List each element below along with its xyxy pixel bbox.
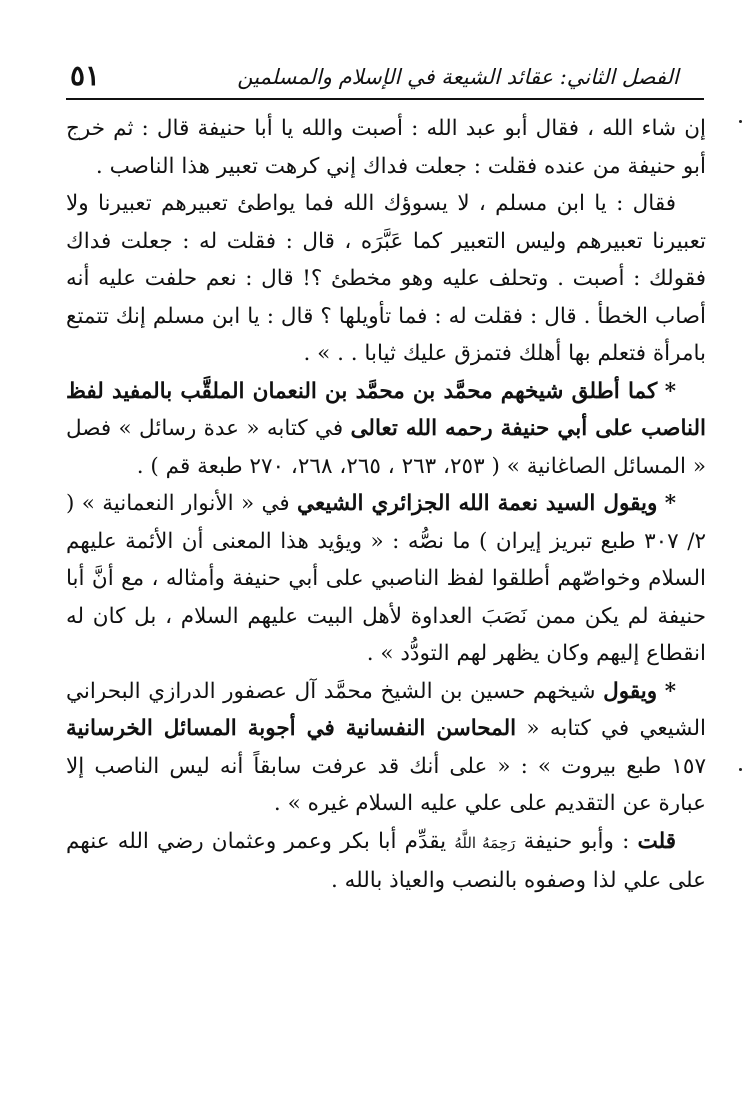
- paragraph-text: : وأبو حنيفة: [523, 828, 630, 854]
- paragraph-5: [66, 673, 706, 823]
- paragraph-text-continued: ١٥٧ طبع بيروت » : « على أنك قد عرفت سابقاً أنه ليس الناصب إلا عبارة عن التقديم على علي عليه السلام غيره » .: [66, 753, 706, 816]
- honorific-glyph: رَحِمَهُ اللَّهُ: [454, 833, 516, 852]
- paragraph-4: [66, 485, 706, 673]
- book-title-text: المحاسن النفسانية في أجوبة المسائل الخرسانية: [66, 716, 517, 741]
- bold-lead-text: كما أطلق شيخهم محمَّد بن محمَّد بن النعمان الملقَّب بالمفيد لفظ الناصب على أبي حنيفة رحمه الله تعالى: [66, 378, 707, 441]
- paragraph-text-continued: يقدِّم أبا بكر وعمر وعثمان رضي الله عنهم على علي لذا وصفوه بالنصب والعياذ بالله .: [66, 828, 706, 893]
- paragraph-6: [66, 823, 706, 900]
- bold-lead-text: ويقول: [603, 678, 658, 704]
- asterisk-bullet: *: [664, 678, 676, 704]
- paragraph-1: [66, 110, 706, 185]
- paragraph-text: فقال : يا ابن مسلم ، لا يسوؤك الله فما يواطئ تعبيرهم تعبيرنا ولا تعبيرنا تعبيرهم وليس التعبير كما عَبَّرَه ، قال : فقلت له : جعلت فداك فقولك : أصبت . وتحلف عليه وهو مخطئ ؟! قال : نعم حلفت عليه أنه أصاب الخطأ . قال : فقلت له : فما تأويلها ؟ قال : يا ابن مسلم إنك تتمتع بامرأة فتعلم بها أهلك فتمزق عليك ثيابا . . » .: [66, 191, 706, 366]
- page-body: [66, 110, 706, 900]
- bold-lead-text: ويقول السيد نعمة الله الجزائري الشيعي: [297, 491, 658, 516]
- scan-speck: [739, 768, 742, 771]
- paragraph-text: في « الأنوار النعمانية » ( ٢/ ٣٠٧ طبع تبريز إيران ) ما نصُّه : « ويؤيد هذا المعنى أن الأئمة عليهم السلام وخواصّهم أطلقوا لفظ الناصبي على أبي حنيفة وأمثاله ، مع أنَّ أبا حنيفة لم يكن ممن نَصَبَ العداوة لأهل البيت عليهم السلام ، بل كان له انقطاع إليهم وكان يظهر لهم التودُّد » .: [66, 491, 706, 666]
- scan-speck: [739, 120, 742, 123]
- paragraph-text: في كتابه « عدة رسائل » فصل « المسائل الصاغانية » ( ٢٥٣، ٢٦٣ ، ٢٦٥، ٢٦٨، ٢٧٠ طبعة قم ) .: [66, 416, 706, 479]
- paragraph-text: إن شاء الله ، فقال أبو عبد الله : أصبت والله يا أبا حنيفة قال : ثم خرج أبو حنيفة من عنده فقلت : جعلت فداك إني كرهت تعبير هذا الناصب .: [66, 116, 706, 179]
- bold-lead-text: قلت: [637, 828, 677, 854]
- running-title: الفصل الثاني: عقائد الشيعة في الإسلام والمسلمين: [237, 65, 679, 89]
- page-number: ٥١: [70, 59, 101, 92]
- asterisk-bullet: *: [664, 491, 676, 516]
- asterisk-bullet: *: [664, 378, 676, 404]
- paragraph-2: [66, 185, 706, 373]
- paragraph-3: [66, 373, 706, 486]
- page-header: [66, 56, 704, 100]
- paragraph-text: شيخهم حسين بن الشيخ محمَّد آل عصفور الدرازي البحراني الشيعي في كتابه «: [66, 678, 706, 741]
